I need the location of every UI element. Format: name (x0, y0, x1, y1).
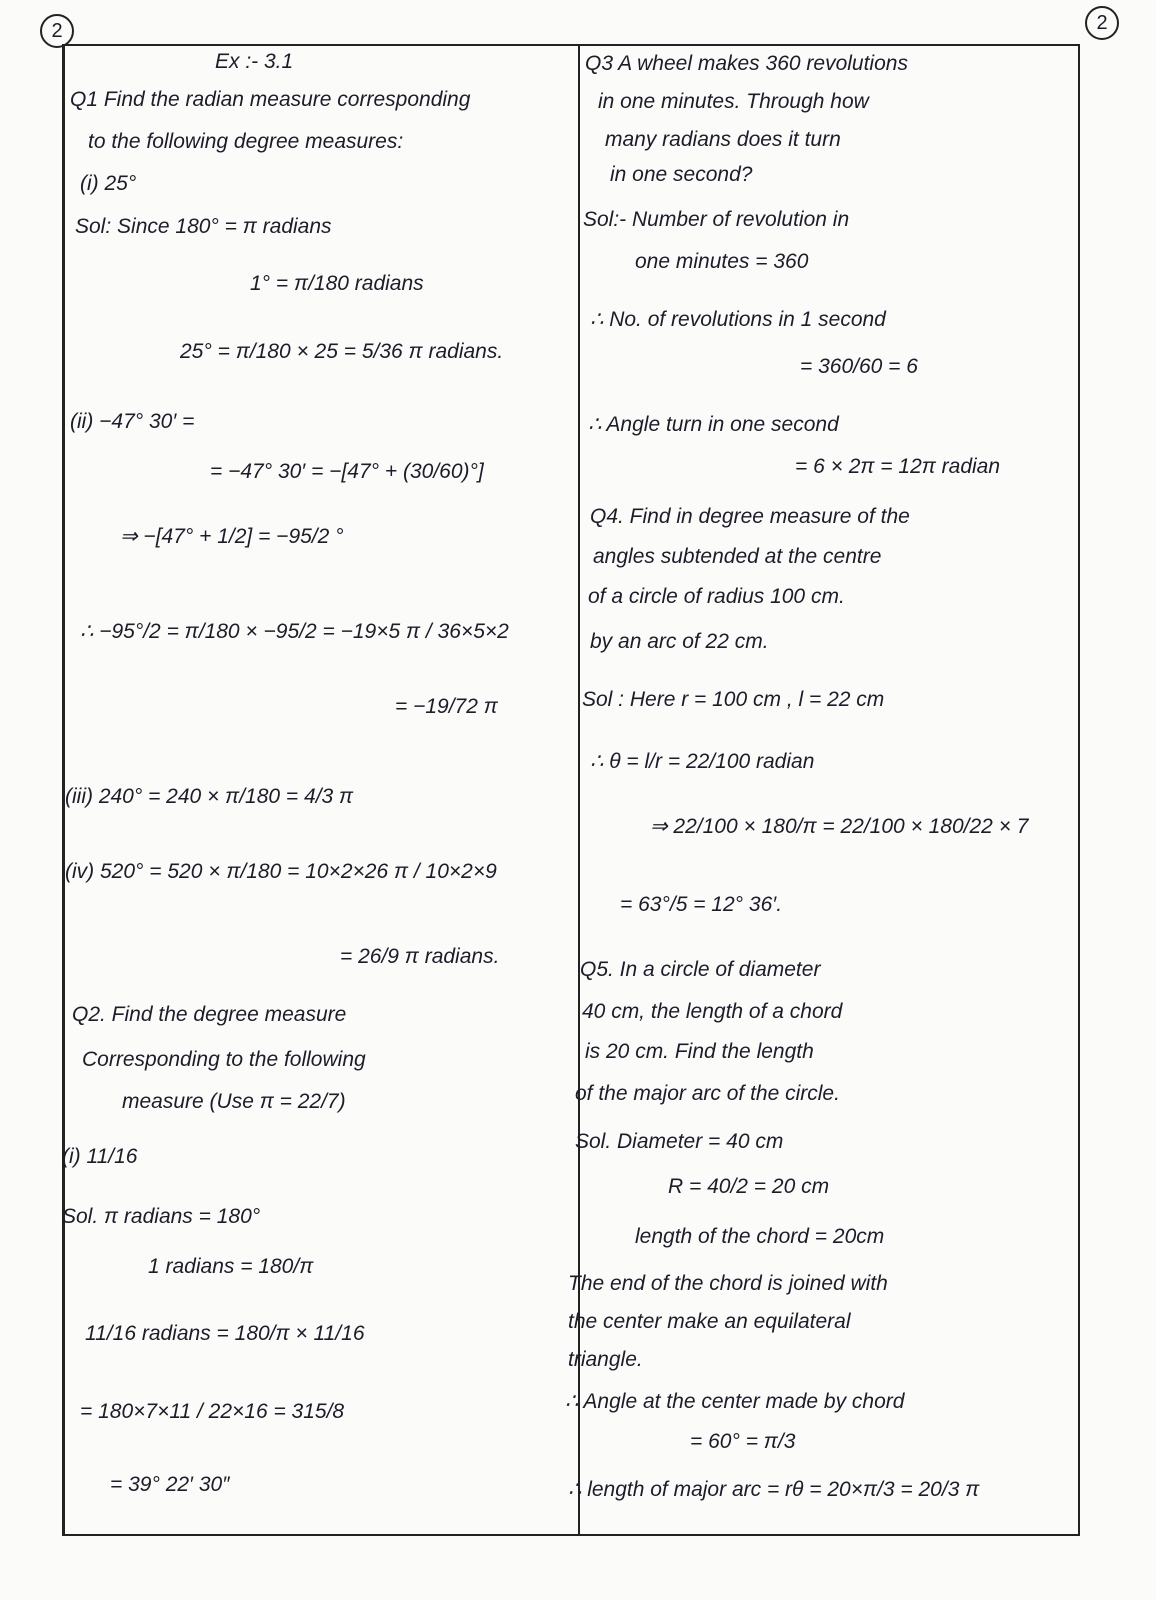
left-column-line: (iv) 520° = 520 × π/180 = 10×2×26 π / 10×2×9 (65, 860, 497, 883)
right-column-line: angles subtended at the centre (593, 545, 882, 568)
left-column-line: 1 radians = 180/π (148, 1255, 314, 1278)
right-column-line: in one minutes. Through how (598, 90, 869, 113)
right-column-line: ∴ Angle at the center made by chord (565, 1390, 905, 1413)
right-column-line: = 6 × 2π = 12π radian (795, 455, 1001, 478)
left-column-line: measure (Use π = 22/7) (122, 1090, 346, 1113)
right-column-line: The end of the chord is joined with (568, 1272, 888, 1295)
right-column-line: length of the chord = 20cm (635, 1225, 885, 1248)
right-column-line: many radians does it turn (605, 128, 841, 151)
right-column-line: ∴ length of major arc = rθ = 20×π/3 = 20/3 π (568, 1478, 980, 1501)
right-column-line: 40 cm, the length of a chord (582, 1000, 843, 1023)
right-column-line: Q3 A wheel makes 360 revolutions (585, 52, 908, 75)
right-column-line: Q4. Find in degree measure of the (590, 505, 910, 528)
left-column-line: = 180×7×11 / 22×16 = 315/8 (80, 1400, 345, 1423)
page-number-right: 2 (1085, 6, 1119, 40)
left-column-line: (iii) 240° = 240 × π/180 = 4/3 π (65, 785, 354, 808)
left-column-line: 1° = π/180 radians (250, 272, 424, 295)
right-column-line: one minutes = 360 (635, 250, 809, 273)
left-column-line: ⇒ −[47° + 1/2] = −95/2 ° (120, 525, 344, 548)
left-column-line: Ex :- 3.1 (215, 50, 294, 73)
right-column-line: ∴ Angle turn in one second (588, 413, 839, 436)
right-column-line: by an arc of 22 cm. (590, 630, 769, 653)
left-column-line: (ii) −47° 30′ = (70, 410, 195, 433)
left-column-line: = −47° 30′ = −[47° + (30/60)°] (210, 460, 484, 483)
left-column-line: to the following degree measures: (88, 130, 404, 153)
right-column-line: = 60° = π/3 (690, 1430, 796, 1453)
right-column-line: Sol : Here r = 100 cm , l = 22 cm (582, 688, 885, 711)
right-column-line: ∴ No. of revolutions in 1 second (590, 308, 886, 331)
right-column-line: of the major arc of the circle. (575, 1082, 840, 1105)
left-column-line: = 39° 22′ 30″ (110, 1473, 230, 1496)
right-column-line: the center make an equilateral (568, 1310, 851, 1333)
left-column-line: (i) 11/16 (62, 1145, 138, 1168)
right-column-line: in one second? (610, 163, 753, 186)
left-column-line: 11/16 radians = 180/π × 11/16 (85, 1322, 365, 1345)
left-column-line: Sol: Since 180° = π radians (75, 215, 332, 238)
right-column-line: ∴ θ = l/r = 22/100 radian (590, 750, 815, 773)
page-number-left: 2 (40, 14, 74, 48)
left-column-line: = 26/9 π radians. (340, 945, 500, 968)
right-column-line: triangle. (568, 1348, 643, 1371)
right-column-line: ⇒ 22/100 × 180/π = 22/100 × 180/22 × 7 (650, 815, 1029, 838)
right-column-line: = 360/60 = 6 (800, 355, 918, 378)
right-column-line: = 63°/5 = 12° 36′. (620, 893, 783, 916)
right-column-line: is 20 cm. Find the length (585, 1040, 814, 1063)
left-column-line: = −19/72 π (395, 695, 498, 718)
right-column-line: R = 40/2 = 20 cm (668, 1175, 830, 1198)
left-column-line: Sol. π radians = 180° (62, 1205, 261, 1228)
right-column-line: Q5. In a circle of diameter (580, 958, 821, 981)
right-column-line: Sol:- Number of revolution in (583, 208, 850, 231)
left-column-line: (i) 25° (80, 172, 137, 195)
left-column-line: ∴ −95°/2 = π/180 × −95/2 = −19×5 π / 36×5×2 (80, 620, 509, 643)
left-column-line: Corresponding to the following (82, 1048, 366, 1071)
left-column-line: Q1 Find the radian measure corresponding (70, 88, 471, 111)
right-column-line: of a circle of radius 100 cm. (588, 585, 845, 608)
left-column-line: 25° = π/180 × 25 = 5/36 π radians. (180, 340, 504, 363)
left-column-line: Q2. Find the degree measure (72, 1003, 347, 1026)
right-column-line: Sol. Diameter = 40 cm (575, 1130, 784, 1153)
